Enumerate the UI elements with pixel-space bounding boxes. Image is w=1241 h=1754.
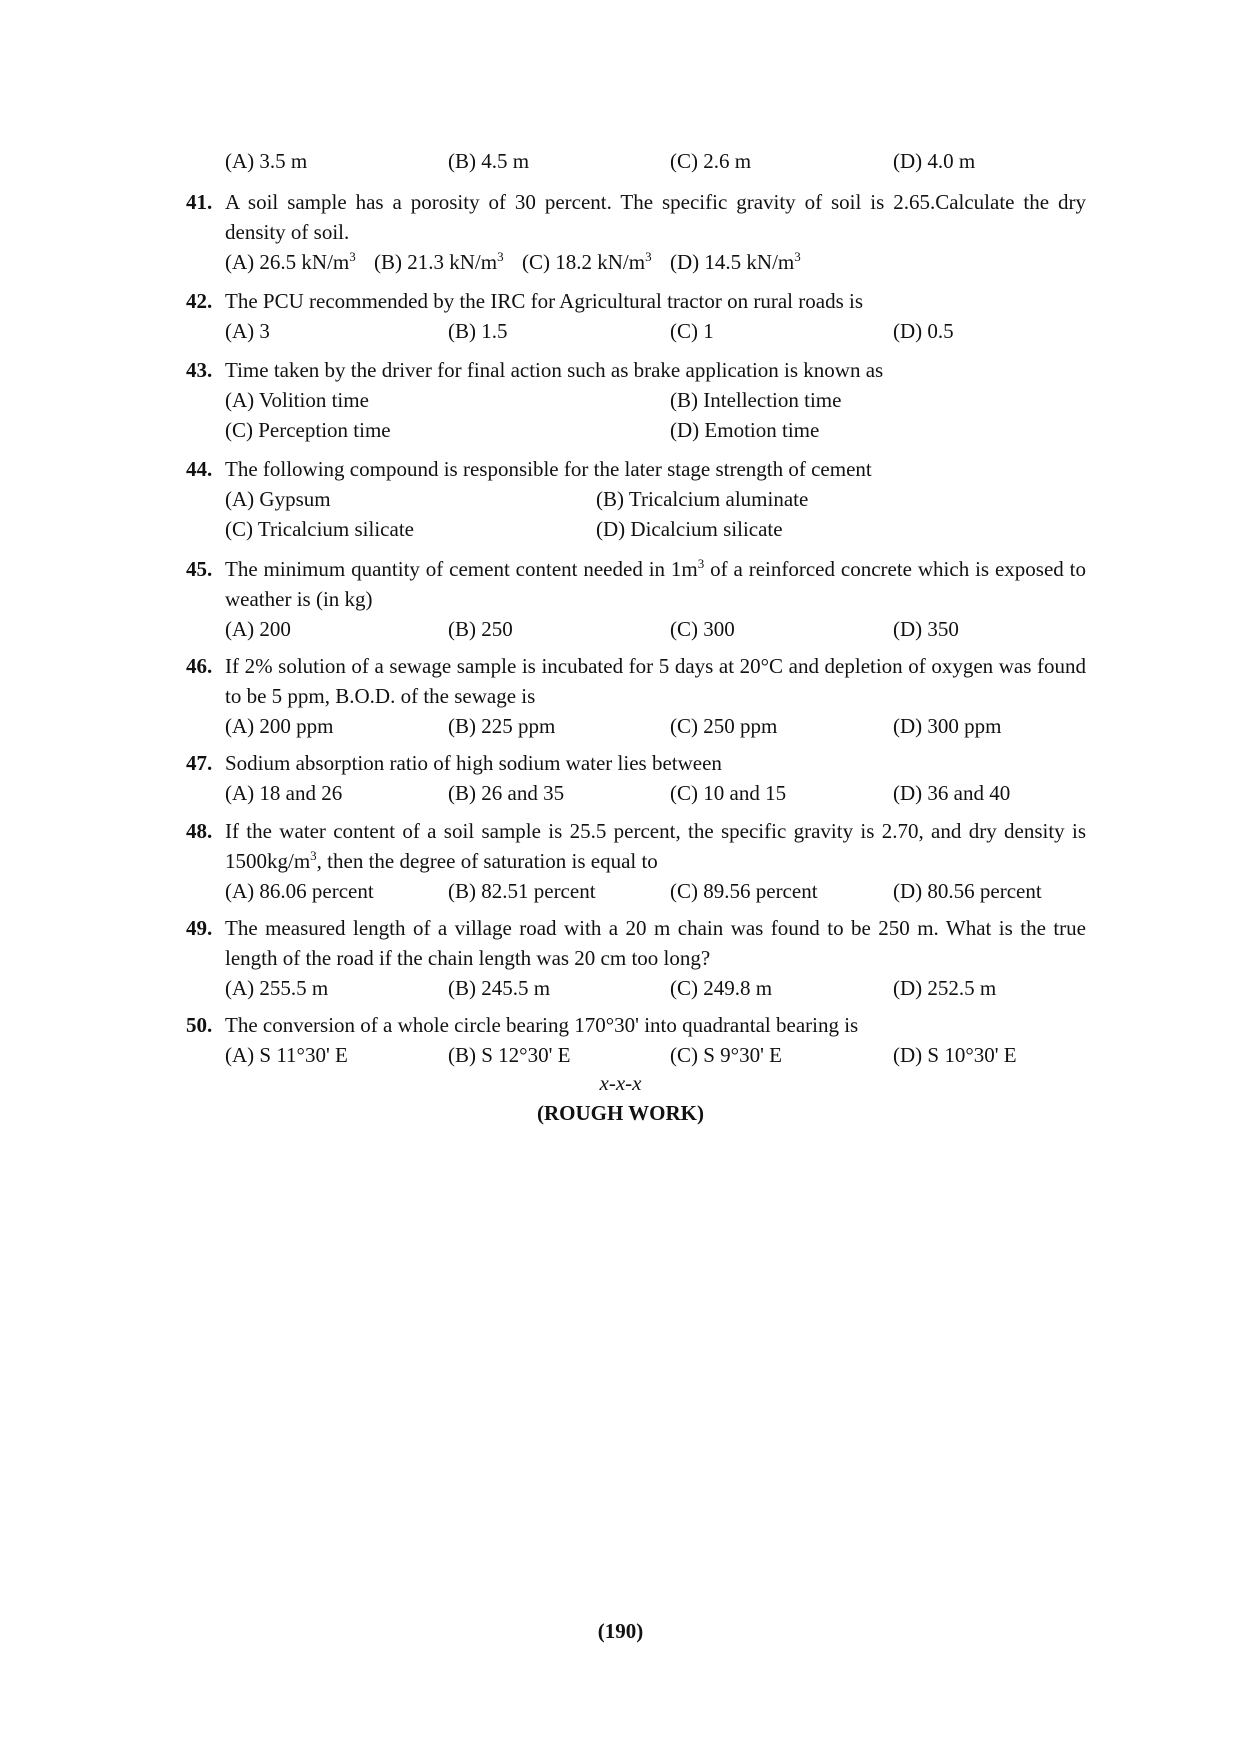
q50-option-c: (C) S 9°30' E — [670, 1043, 782, 1067]
q46-option-a: (A) 200 ppm — [225, 714, 334, 738]
q43-options-row-1 — [225, 385, 1086, 415]
q49-option-a: (A) 255.5 m — [225, 976, 329, 1000]
q49-options — [225, 973, 1086, 1003]
question-stem: Sodium absorption ratio of high sodium water lies between — [225, 751, 722, 775]
question-stem: The PCU recommended by the IRC for Agricultural tractor on rural roads is — [225, 289, 863, 313]
q45-option-c: (C) 300 — [670, 617, 735, 641]
q48-option-c: (C) 89.56 percent — [670, 879, 818, 903]
q49-option-d: (D) 252.5 m — [893, 976, 997, 1000]
question-43 — [186, 355, 1086, 445]
q44-option-d: (D) Dicalcium silicate — [596, 517, 783, 541]
question-number: 49. — [186, 916, 213, 940]
question-stem: The following compound is responsible for the later stage strength of cement — [225, 457, 872, 481]
question-number: 44. — [186, 457, 213, 481]
question-48 — [186, 816, 1086, 906]
question-number: 45. — [186, 557, 213, 581]
q43-option-d: (D) Emotion time — [670, 418, 820, 442]
question-47 — [186, 748, 1086, 808]
q47-option-b: (B) 26 and 35 — [448, 781, 565, 805]
q44-options-row-2 — [225, 514, 1086, 544]
q47-option-d: (D) 36 and 40 — [893, 781, 1011, 805]
q43-option-b: (B) Intellection time — [670, 388, 842, 412]
question-44 — [186, 454, 1086, 544]
q42-option-b: (B) 1.5 — [448, 319, 508, 343]
q48-option-b: (B) 82.51 percent — [448, 879, 596, 903]
q48-options — [225, 876, 1086, 906]
q44-option-b: (B) Tricalcium aluminate — [596, 487, 809, 511]
q43-option-c: (C) Perception time — [225, 418, 391, 442]
q44-options-row-1 — [225, 484, 1086, 514]
question-stem: If the water content of a soil sample is 25.5 percent, the specific gravity is 2.70, and dry density is $1500kg/m^3$, then the degree of saturation is equal to — [225, 819, 1086, 873]
q42-option-c: (C) 1 — [670, 319, 714, 343]
end-mark: x-x-x — [599, 1071, 642, 1095]
question-stem: Time taken by the driver for final action such as brake application is known as — [225, 358, 884, 382]
q47-option-a: (A) 18 and 26 — [225, 781, 343, 805]
q50-option-b: (B) S 12°30' E — [448, 1043, 571, 1067]
q49-option-c: (C) 249.8 m — [670, 976, 773, 1000]
q40-option-c: (C) 2.6 m — [670, 149, 752, 173]
question-41 — [186, 187, 1086, 277]
q46-option-c: (C) 250 ppm — [670, 714, 778, 738]
q45-option-d: (D) 350 — [893, 617, 959, 641]
q43-options-row-2 — [225, 415, 1086, 445]
q42-option-d: (D) 0.5 — [893, 319, 954, 343]
question-number: 48. — [186, 819, 213, 843]
q40-option-d: (D) 4.0 m — [893, 149, 976, 173]
q40-options — [225, 146, 1085, 176]
question-45 — [186, 554, 1086, 644]
q42-option-a: (A) 3 — [225, 319, 270, 343]
q47-option-c: (C) 10 and 15 — [670, 781, 787, 805]
question-number: 42. — [186, 289, 213, 313]
q41-option-a: (A) 26.5 $kN/m^3$ — [225, 249, 356, 274]
question-number: 41. — [186, 190, 213, 214]
q45-option-a: (A) 200 — [225, 617, 291, 641]
q41-option-b: (B) 21.3 $kN/m^3$ — [374, 249, 504, 274]
question-stem: The minimum quantity of cement content needed in $1m^3$ of a reinforced concrete which is exposed to weather is (in kg) — [225, 556, 1086, 611]
q42-options — [225, 316, 1086, 346]
question-number: 43. — [186, 358, 213, 382]
question-50 — [186, 1010, 1086, 1070]
q48-option-d: (D) 80.56 percent — [893, 879, 1042, 903]
question-number: 47. — [186, 751, 213, 775]
q47-options — [225, 778, 1086, 808]
q50-option-a: (A) S 11°30' E — [225, 1043, 348, 1067]
page-number: (190) — [597, 1619, 644, 1643]
q46-option-d: (D) 300 ppm — [893, 714, 1002, 738]
q40-option-a: (A) 3.5 m — [225, 149, 308, 173]
q41-option-c: (C) 18.2 $kN/m^3$ — [522, 249, 652, 274]
q41-option-d: (D) 14.5 $kN/m^3$ — [670, 249, 801, 274]
question-stem: The conversion of a whole circle bearing 170°30' into quadrantal bearing is — [225, 1013, 859, 1037]
q50-options — [225, 1040, 1086, 1070]
question-stem: A soil sample has a porosity of 30 percent. The specific gravity of soil is 2.65.Calculate the dry density of soil. — [225, 190, 1086, 244]
q46-options — [225, 711, 1086, 741]
q43-option-a: (A) Volition time — [225, 388, 369, 412]
q41-options — [225, 247, 1086, 277]
question-stem: If 2% solution of a sewage sample is incubated for 5 days at 20°C and depletion of oxygen was found to be 5 ppm, B.O.D. of the sewage is — [225, 654, 1086, 708]
q49-option-b: (B) 245.5 m — [448, 976, 551, 1000]
q44-option-a: (A) Gypsum — [225, 487, 331, 511]
question-49 — [186, 913, 1086, 1003]
q45-option-b: (B) 250 — [448, 617, 513, 641]
question-42 — [186, 286, 1086, 346]
q40-option-b: (B) 4.5 m — [448, 149, 530, 173]
question-number: 46. — [186, 654, 213, 678]
rough-work-heading: (ROUGH WORK) — [536, 1101, 705, 1125]
q46-option-b: (B) 225 ppm — [448, 714, 556, 738]
q44-option-c: (C) Tricalcium silicate — [225, 517, 414, 541]
question-46 — [186, 651, 1086, 741]
question-stem: The measured length of a village road with a 20 m chain was found to be 250 m. What is the true length of the road if the chain length was 20 cm too long? — [225, 916, 1086, 970]
q50-option-d: (D) S 10°30' E — [893, 1043, 1017, 1067]
q45-options — [225, 614, 1086, 644]
question-number: 50. — [186, 1013, 213, 1037]
q48-option-a: (A) 86.06 percent — [225, 879, 374, 903]
